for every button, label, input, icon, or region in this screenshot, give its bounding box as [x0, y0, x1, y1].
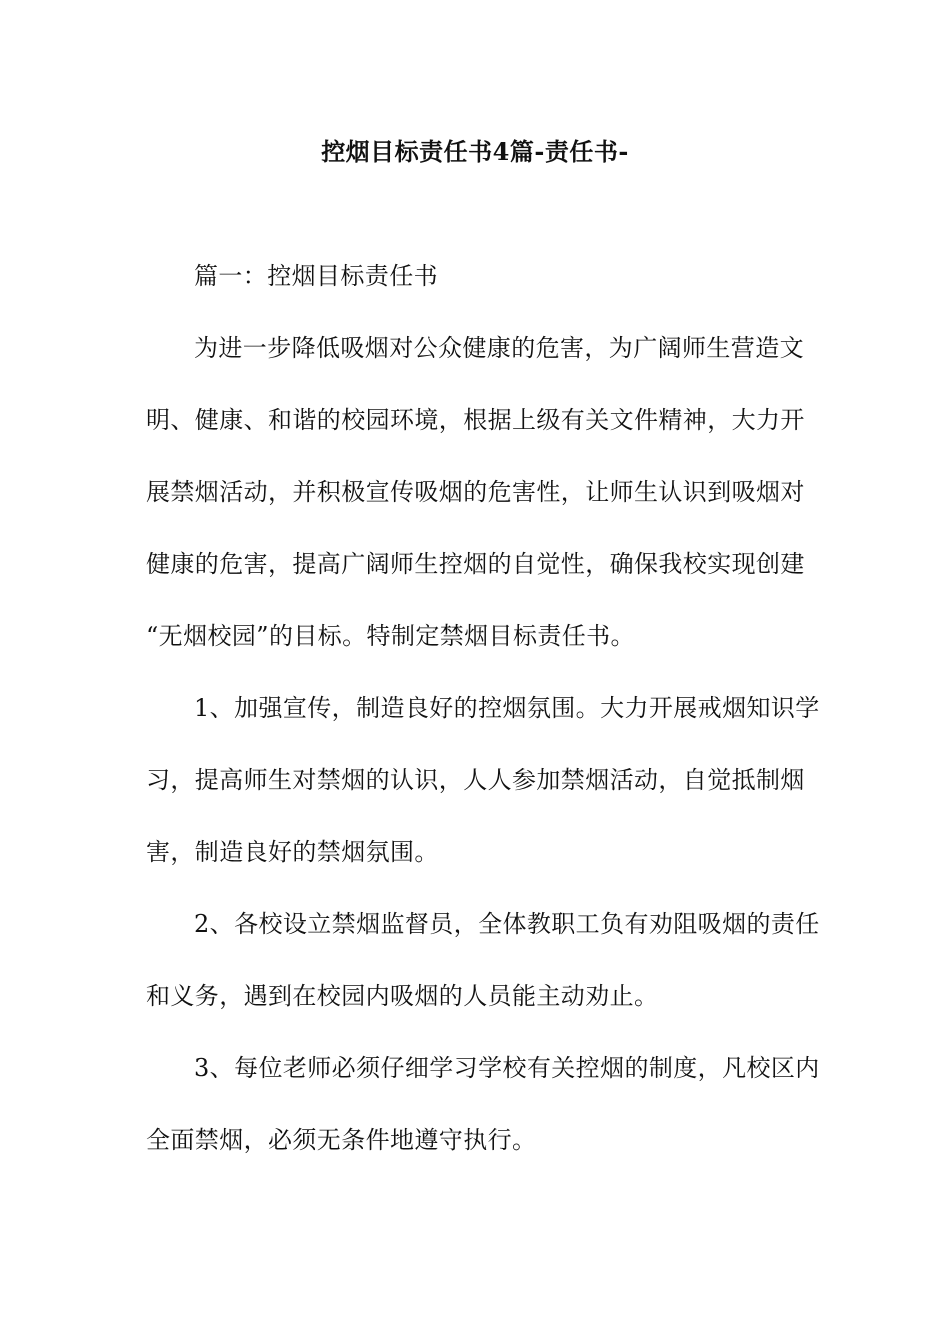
item-2-line: 和义务，遇到在校园内吸烟的人员能主动劝止。 — [146, 982, 659, 1010]
item-1-paragraph — [146, 672, 820, 888]
item-1-line: 1、加强宣传，制造良好的控烟氛围。大力开展戒烟知识学 — [194, 694, 820, 722]
intro-line: “无烟校园”的目标。特制定禁烟目标责任书。 — [146, 622, 635, 650]
intro-paragraph — [146, 312, 806, 672]
item-1-line: 习，提高师生对禁烟的认识，人人参加禁烟活动，自觉抵制烟 — [146, 766, 805, 794]
item-3-line: 3、每位老师必须仔细学习学校有关控烟的制度，凡校区内 — [194, 1054, 820, 1082]
intro-line: 为进一步降低吸烟对公众健康的危害，为广阔师生营造文 — [194, 334, 804, 362]
item-2-paragraph — [146, 888, 820, 1032]
intro-line: 展禁烟活动，并积极宣传吸烟的危害性，让师生认识到吸烟对 — [146, 478, 805, 506]
document-title: 控烟目标责任书4篇-责任书- — [321, 137, 629, 166]
item-3-paragraph — [146, 1032, 820, 1176]
item-2-line: 2、各校设立禁烟监督员，全体教职工负有劝阻吸烟的责任 — [194, 910, 820, 938]
section-heading-text: 篇一：控烟目标责任书 — [194, 262, 438, 290]
intro-line: 明、健康、和谐的校园环境，根据上级有关文件精神，大力开 — [146, 406, 805, 434]
intro-line: 健康的危害，提高广阔师生控烟的自觉性，确保我校实现创建 — [146, 550, 805, 578]
item-1-line: 害，制造良好的禁烟氛围。 — [146, 838, 439, 866]
section-heading — [146, 240, 806, 312]
item-3-line: 全面禁烟，必须无条件地遵守执行。 — [146, 1126, 537, 1154]
